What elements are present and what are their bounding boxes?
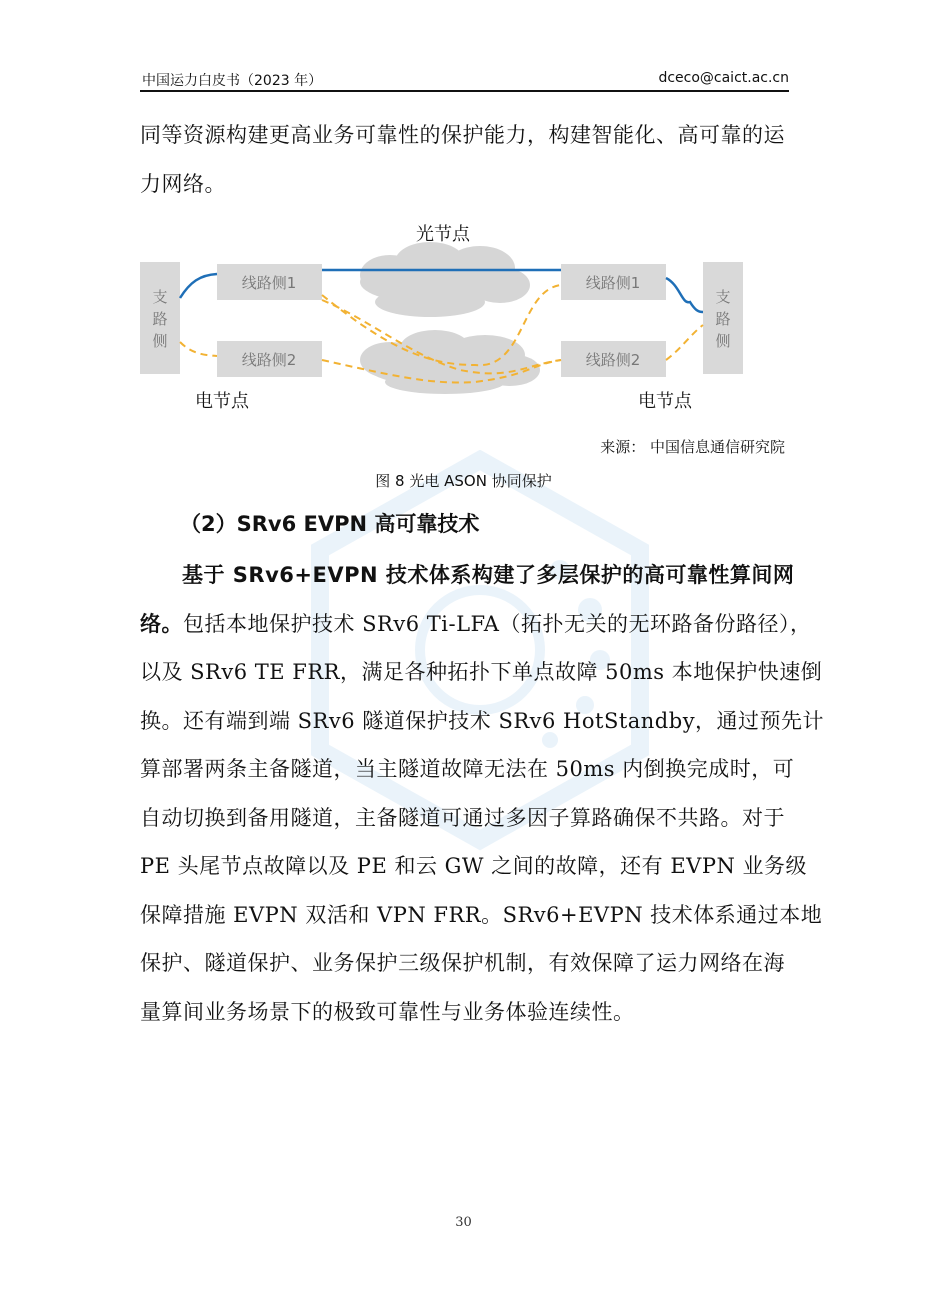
tributary-left-label xyxy=(152,288,167,350)
svg-text:路: 路 xyxy=(715,310,731,328)
optical-node-label: 光节点 xyxy=(416,224,470,245)
body-line-2: 包括本地保护技术 SRv6 Ti-LFA（拓扑无关的无环路备份路径）， xyxy=(183,611,812,636)
body-line: 保护、隧道保护、业务保护三级保护机制，有效保障了运力网络在海 xyxy=(140,951,785,975)
page-number: 30 xyxy=(455,1215,472,1230)
line-side-2-left-label: 线路侧2 xyxy=(241,351,297,369)
svg-text:支: 支 xyxy=(152,288,168,306)
optical-cloud-top xyxy=(360,242,530,317)
body-line: 量算间业务场景下的极致可靠性与业务体验连续性。 xyxy=(140,999,635,1024)
bold-lead: 基于 SRv6+EVPN 技术体系构建了多层保护的高可靠性算间网 xyxy=(182,563,795,587)
body-line: 保障措施 EVPN 双活和 VPN FRR。SRv6+EVPN 技术体系通过本地 xyxy=(140,902,823,927)
body-line: PE 头尾节点故障以及 PE 和云 GW 之间的故障，还有 EVPN 业务级 xyxy=(140,854,808,878)
backup-path-4 xyxy=(666,325,703,360)
electrical-node-left-label: 电节点 xyxy=(195,391,249,412)
header-email: dceco@caict.ac.cn xyxy=(658,70,789,86)
line-side-2-right-label: 线路侧2 xyxy=(585,351,641,369)
tributary-right-label xyxy=(715,288,730,350)
intro-line-2: 力网络。 xyxy=(140,171,226,196)
svg-text:路: 路 xyxy=(152,310,168,328)
electrical-node-right-label: 电节点 xyxy=(638,391,692,412)
line-side-1-left-label: 线路侧1 xyxy=(241,274,297,292)
svg-text:侧: 侧 xyxy=(152,332,168,350)
body-line: 换。还有端到端 SRv6 隧道保护技术 SRv6 HotStandby，通过预先计 xyxy=(140,708,825,733)
svg-text:支: 支 xyxy=(715,288,731,306)
figure-caption: 图 8 光电 ASON 协同保护 xyxy=(375,472,552,490)
bold-lead-end: 络。 xyxy=(140,611,183,636)
intro-line-1: 同等资源构建更高业务可靠性的保护能力，构建智能化、高可靠的运 xyxy=(140,123,785,147)
body-line: 算部署两条主备隧道，当主隧道故障无法在 50ms 内倒换完成时，可 xyxy=(140,757,795,781)
intro-paragraph xyxy=(140,111,788,208)
ason-diagram xyxy=(130,210,810,470)
header-rule xyxy=(140,90,789,92)
body-line: 自动切换到备用隧道，主备隧道可通过多因子算路确保不共路。对于 xyxy=(140,805,785,830)
body-line: 以及 SRv6 TE FRR，满足各种拓扑下单点故障 50ms 本地保护快速倒 xyxy=(140,660,823,684)
section-heading: （2）SRv6 EVPN 高可靠技术 xyxy=(180,512,480,536)
running-header xyxy=(142,68,789,90)
line-side-1-right-label: 线路侧1 xyxy=(585,274,641,292)
body-paragraph xyxy=(140,551,825,1036)
svg-text:侧: 侧 xyxy=(715,332,731,350)
header-title: 中国运力白皮书（2023 年） xyxy=(142,73,323,89)
figure-source: 来源： 中国信息通信研究院 xyxy=(600,438,785,456)
